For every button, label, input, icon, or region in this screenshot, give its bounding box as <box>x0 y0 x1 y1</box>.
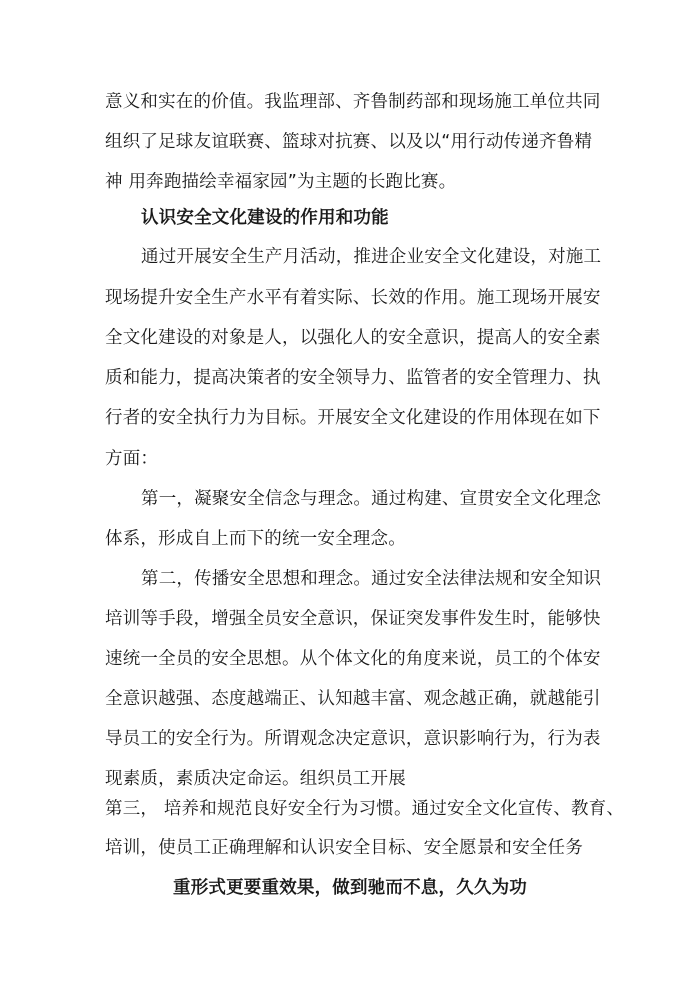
intro-line-1: 意义和实在的价值。我监理部、齐鲁制药部和现场施工单位共同 <box>105 92 601 112</box>
role-line-3: 全文化建设的对象是人，以强化人的安全意识，提高人的安全素 <box>105 328 601 348</box>
closing-heading: 重形式更要重效果，做到驰而不息，久久为功 <box>173 878 527 898</box>
role-line-5: 行者的安全执行力为目标。开展安全文化建设的作用体现在如下 <box>105 408 601 428</box>
second-line-4: 全意识越强、态度越端正、认知越丰富、观念越正确，就越能引 <box>105 689 601 709</box>
first-line-1: 第一，凝聚安全信念与理念。通过构建、宣贯安全文化理念 <box>141 489 602 509</box>
third-line-1: 第三， 培养和规范良好安全行为习惯。通过安全文化宣传、教育、 <box>105 799 625 819</box>
second-line-3: 速统一全员的安全思想。从个体文化的角度来说，员工的个体安 <box>105 649 601 669</box>
role-line-1: 通过开展安全生产月活动，推进企业安全文化建设，对施工 <box>141 247 602 267</box>
second-line-5: 导员工的安全行为。所谓观念决定意识，意识影响行为，行为表 <box>105 729 601 749</box>
role-line-4: 质和能力，提高决策者的安全领导力、监管者的安全管理力、执 <box>105 368 601 388</box>
intro-line-2: 组织了足球友谊联赛、篮球对抗赛、以及以“用行动传递齐鲁精 <box>105 132 593 152</box>
intro-line-3: 神 用奔跑描绘幸福家园”为主题的长跑比赛。 <box>105 172 457 192</box>
role-line-6: 方面： <box>105 449 159 469</box>
role-line-2: 现场提升安全生产水平有着实际、长效的作用。施工现场开展安 <box>105 288 601 308</box>
second-line-1: 第二，传播安全思想和理念。通过安全法律法规和安全知识 <box>141 569 602 589</box>
third-line-2: 培训，使员工正确理解和认识安全目标、安全愿景和安全任务 <box>105 838 583 858</box>
second-line-2: 培训等手段，增强全员安全意识，保证突发事件发生时，能够快 <box>105 609 601 629</box>
section-heading: 认识安全文化建设的作用和功能 <box>141 208 389 228</box>
second-line-6: 现素质，素质决定命运。组织员工开展 <box>105 769 406 789</box>
first-line-2: 体系，形成自上而下的统一安全理念。 <box>105 529 406 549</box>
